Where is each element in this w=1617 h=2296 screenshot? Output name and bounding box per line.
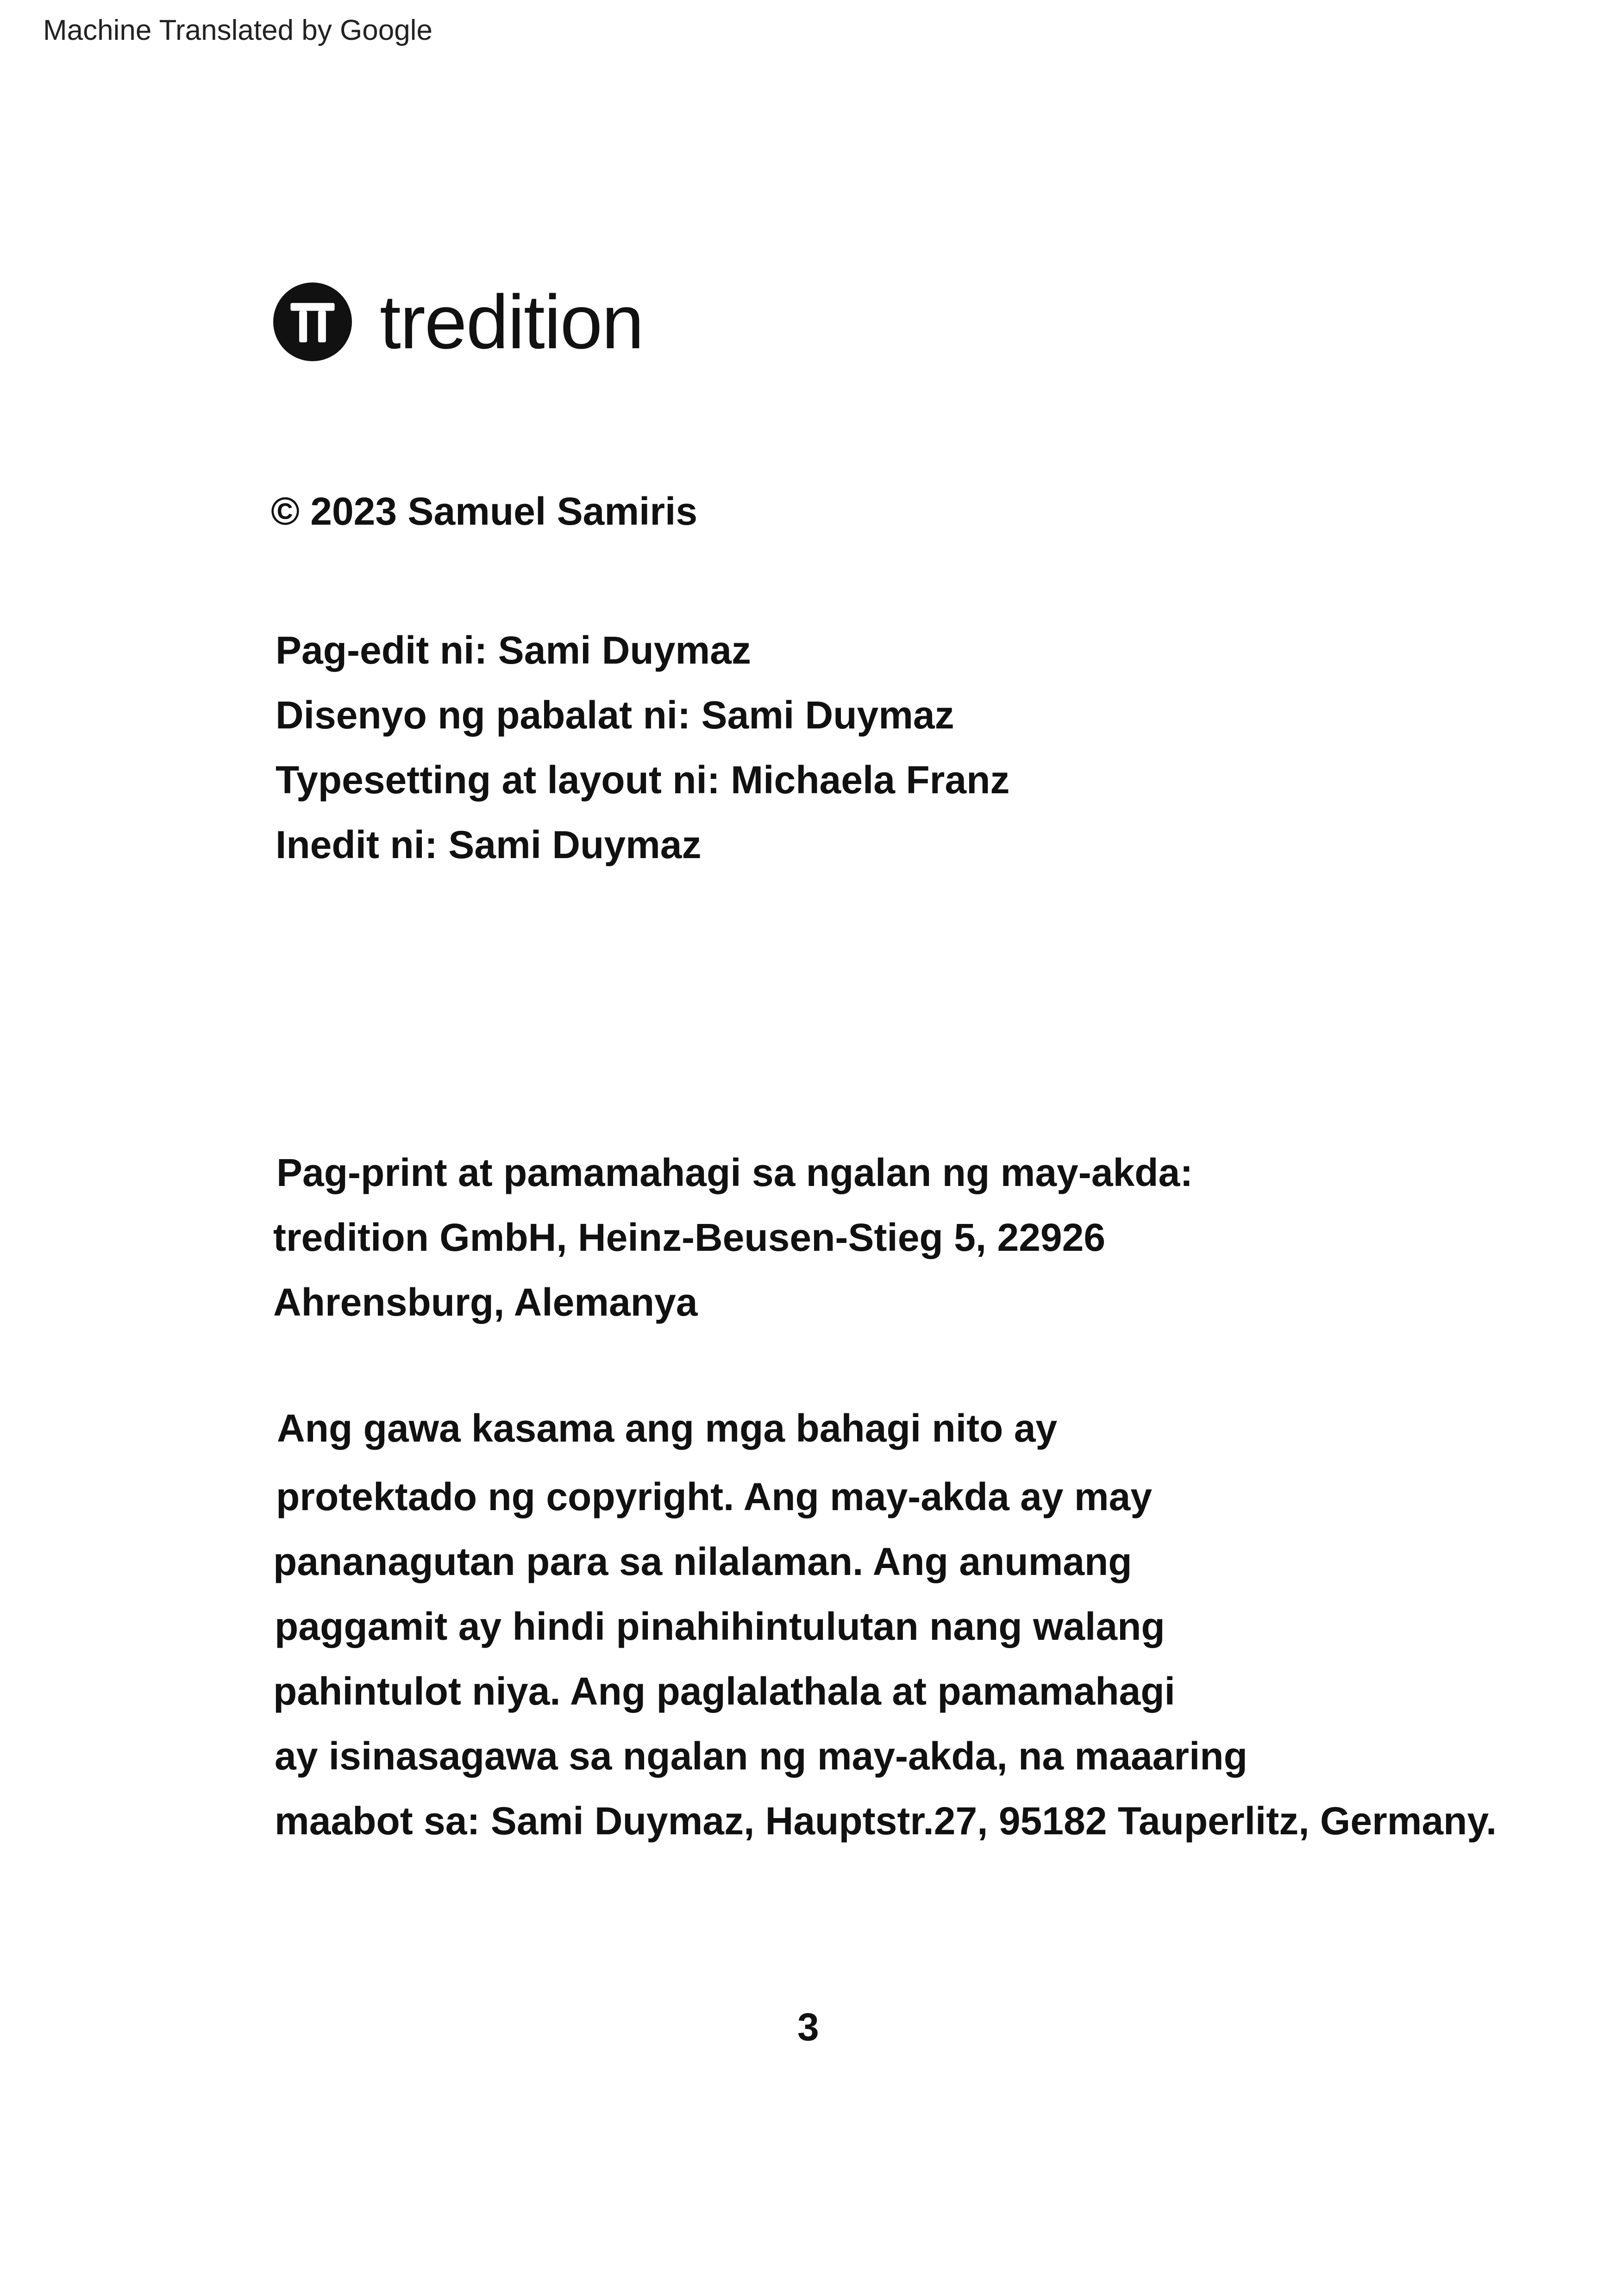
rights-line: pahintulot niya. Ang paglalathala at pamamahagi <box>273 1669 1175 1713</box>
printing-line: tredition GmbH, Heinz-Beusen-Stieg 5, 22926 <box>273 1216 1106 1259</box>
credit-typesetting: Typesetting at layout ni: Michaela Franz <box>276 758 1010 802</box>
machine-translated-label: Machine Translated by Google <box>43 14 432 46</box>
copyright-line: © 2023 Samuel Samiris <box>271 489 698 533</box>
rights-line: pananagutan para sa nilalaman. Ang anumang <box>273 1540 1132 1583</box>
credit-editing: Pag-edit ni: Sami Duymaz <box>276 628 751 672</box>
rights-line: ay isinasagawa sa ngalan ng may-akda, na maaaring <box>275 1734 1247 1778</box>
rights-line: Ang gawa kasama ang mga bahagi nito ay <box>277 1406 1058 1450</box>
credit-cover-design: Disenyo ng pabalat ni: Sami Duymaz <box>276 693 954 737</box>
tredition-logo <box>273 280 643 364</box>
printing-line: Pag-print at pamamahagi sa ngalan ng may-akda: <box>276 1151 1193 1194</box>
rights-line: maabot sa: Sami Duymaz, Hauptstr.27, 95182 Tauperlitz, Germany. <box>275 1799 1497 1843</box>
rights-line: protektado ng copyright. Ang may-akda ay may <box>276 1475 1152 1518</box>
page-number: 3 <box>797 2005 819 2049</box>
credit-proofreading: Inedit ni: Sami Duymaz <box>276 823 702 866</box>
printing-line: Ahrensburg, Alemanya <box>273 1280 698 1324</box>
tredition-logo-icon <box>273 282 352 361</box>
rights-line: paggamit ay hindi pinahihintulutan nang walang <box>275 1605 1165 1648</box>
tredition-wordmark: tredition <box>380 279 644 364</box>
